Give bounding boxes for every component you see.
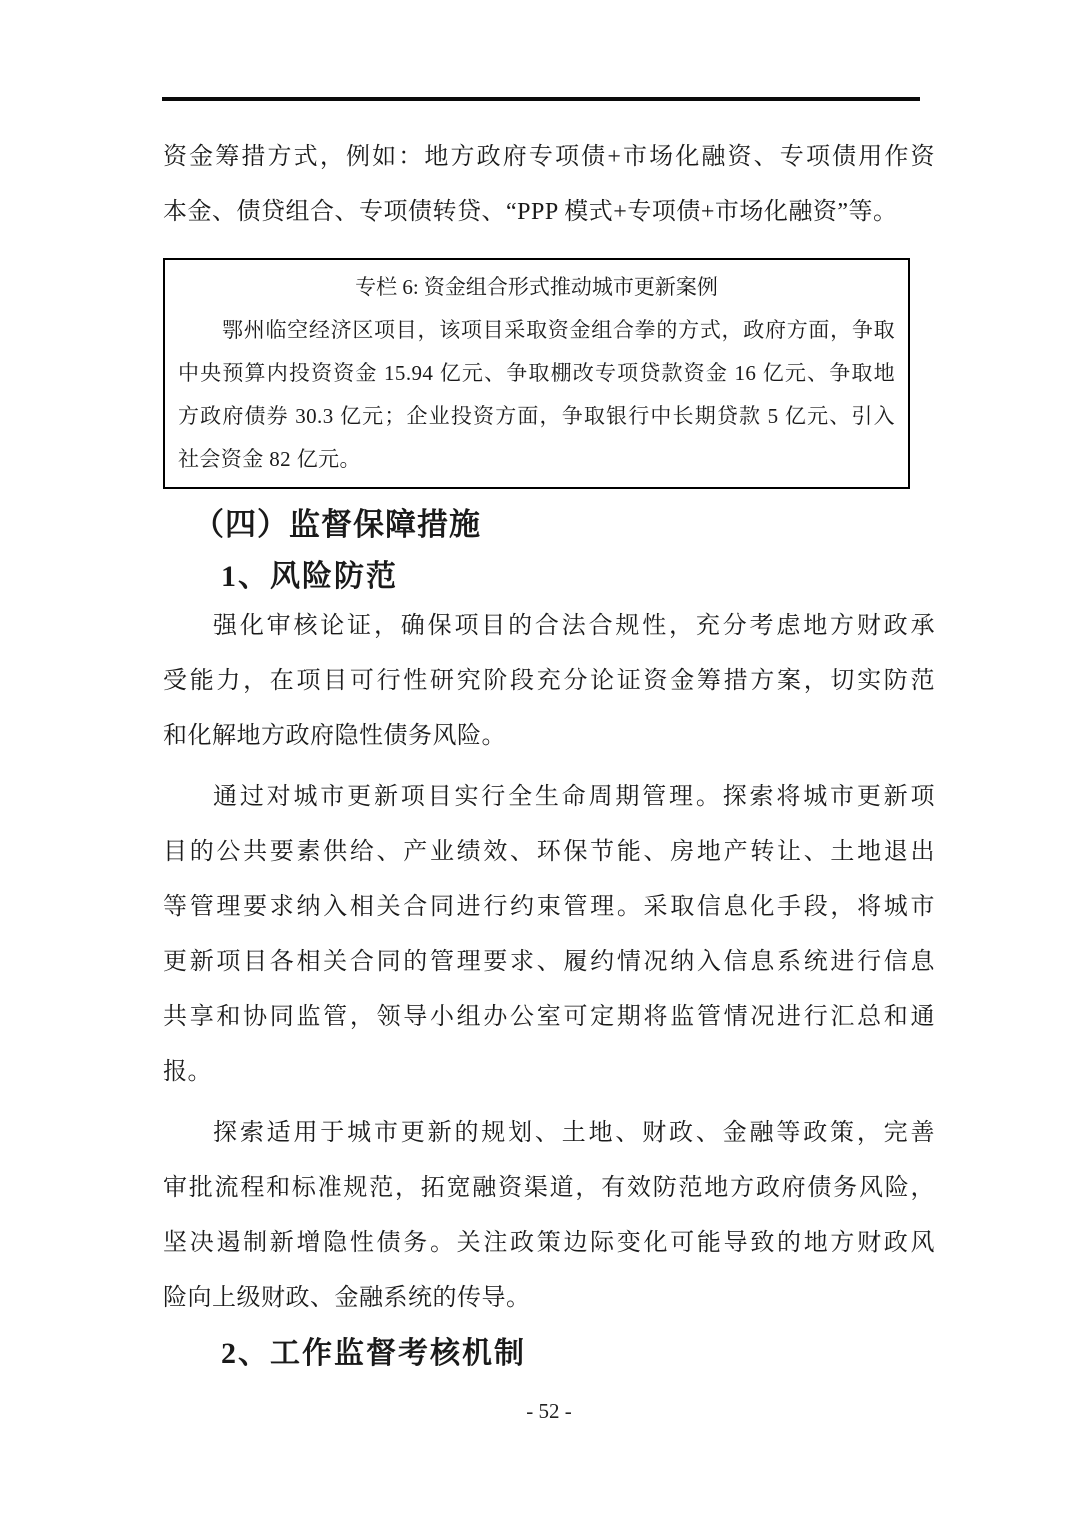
paragraph-line: 通过对城市更新项目实行全生命周期管理。探索将城市更新项 — [213, 784, 935, 810]
body-paragraph — [163, 770, 935, 1100]
paragraph-line: 本金、债贷组合、专项债转贷、“PPP 模式+专项债+市场化融资”等。 — [163, 199, 898, 225]
paragraph-line: 探索适用于城市更新的规划、土地、财政、金融等政策，完善 — [213, 1120, 935, 1146]
paragraph-line: 审批流程和标准规范，拓宽融资渠道，有效防范地方政府债务风险， — [163, 1175, 935, 1201]
paragraph-line: 等管理要求纳入相关合同进行约束管理。采取信息化手段，将城市 — [163, 894, 935, 920]
paragraph-line: 更新项目各相关合同的管理要求、履约情况纳入信息系统进行信息 — [163, 949, 935, 975]
paragraph-line: 报。 — [163, 1059, 212, 1085]
paragraph-line: 受能力，在项目可行性研究阶段充分论证资金筹措方案，切实防范 — [163, 668, 935, 694]
page-content — [163, 130, 935, 1424]
paragraph-line: 和化解地方政府隐性债务风险。 — [163, 723, 506, 749]
paragraph-line: 目的公共要素供给、产业绩效、环保节能、房地产转让、土地退出 — [163, 839, 935, 865]
body-paragraph — [163, 599, 935, 764]
callout-box-line: 社会资金 82 亿元。 — [178, 447, 361, 471]
body-paragraph — [163, 1106, 935, 1326]
paragraph-line: 险向上级财政、金融系统的传导。 — [163, 1285, 531, 1311]
paragraph-line: 坚决遏制新增隐性债务。关注政策边际变化可能导致的地方财政风 — [163, 1230, 935, 1256]
callout-box-line: 方政府债券 30.3 亿元；企业投资方面，争取银行中长期贷款 5 亿元、引入 — [178, 404, 895, 428]
subsection-heading-supervision-mechanism: 2、工作监督考核机制 — [221, 1337, 526, 1370]
callout-box-line: 鄂州临空经济区项目，该项目采取资金组合拳的方式，政府方面，争取 — [222, 318, 895, 342]
callout-box-line: 中央预算内投资资金 15.94 亿元、争取棚改专项贷款资金 16 亿元、争取地 — [178, 361, 895, 385]
subsection-heading-risk-prevention: 1、风险防范 — [221, 560, 398, 593]
header-rule — [162, 97, 920, 101]
continuation-paragraph — [163, 130, 935, 240]
paragraph-line: 资金筹措方式，例如：地方政府专项债+市场化融资、专项债用作资 — [163, 144, 935, 170]
paragraph-line: 共享和协同监管，领导小组办公室可定期将监管情况进行汇总和通 — [163, 1004, 935, 1030]
page-number: - 52 - — [526, 1399, 572, 1423]
callout-box-title: 专栏 6: 资金组合形式推动城市更新案例 — [355, 275, 718, 299]
callout-box-case-study — [163, 258, 910, 489]
section-heading: （四）监督保障措施 — [193, 507, 481, 542]
paragraph-line: 强化审核论证，确保项目的合法合规性，充分考虑地方财政承 — [213, 613, 935, 639]
